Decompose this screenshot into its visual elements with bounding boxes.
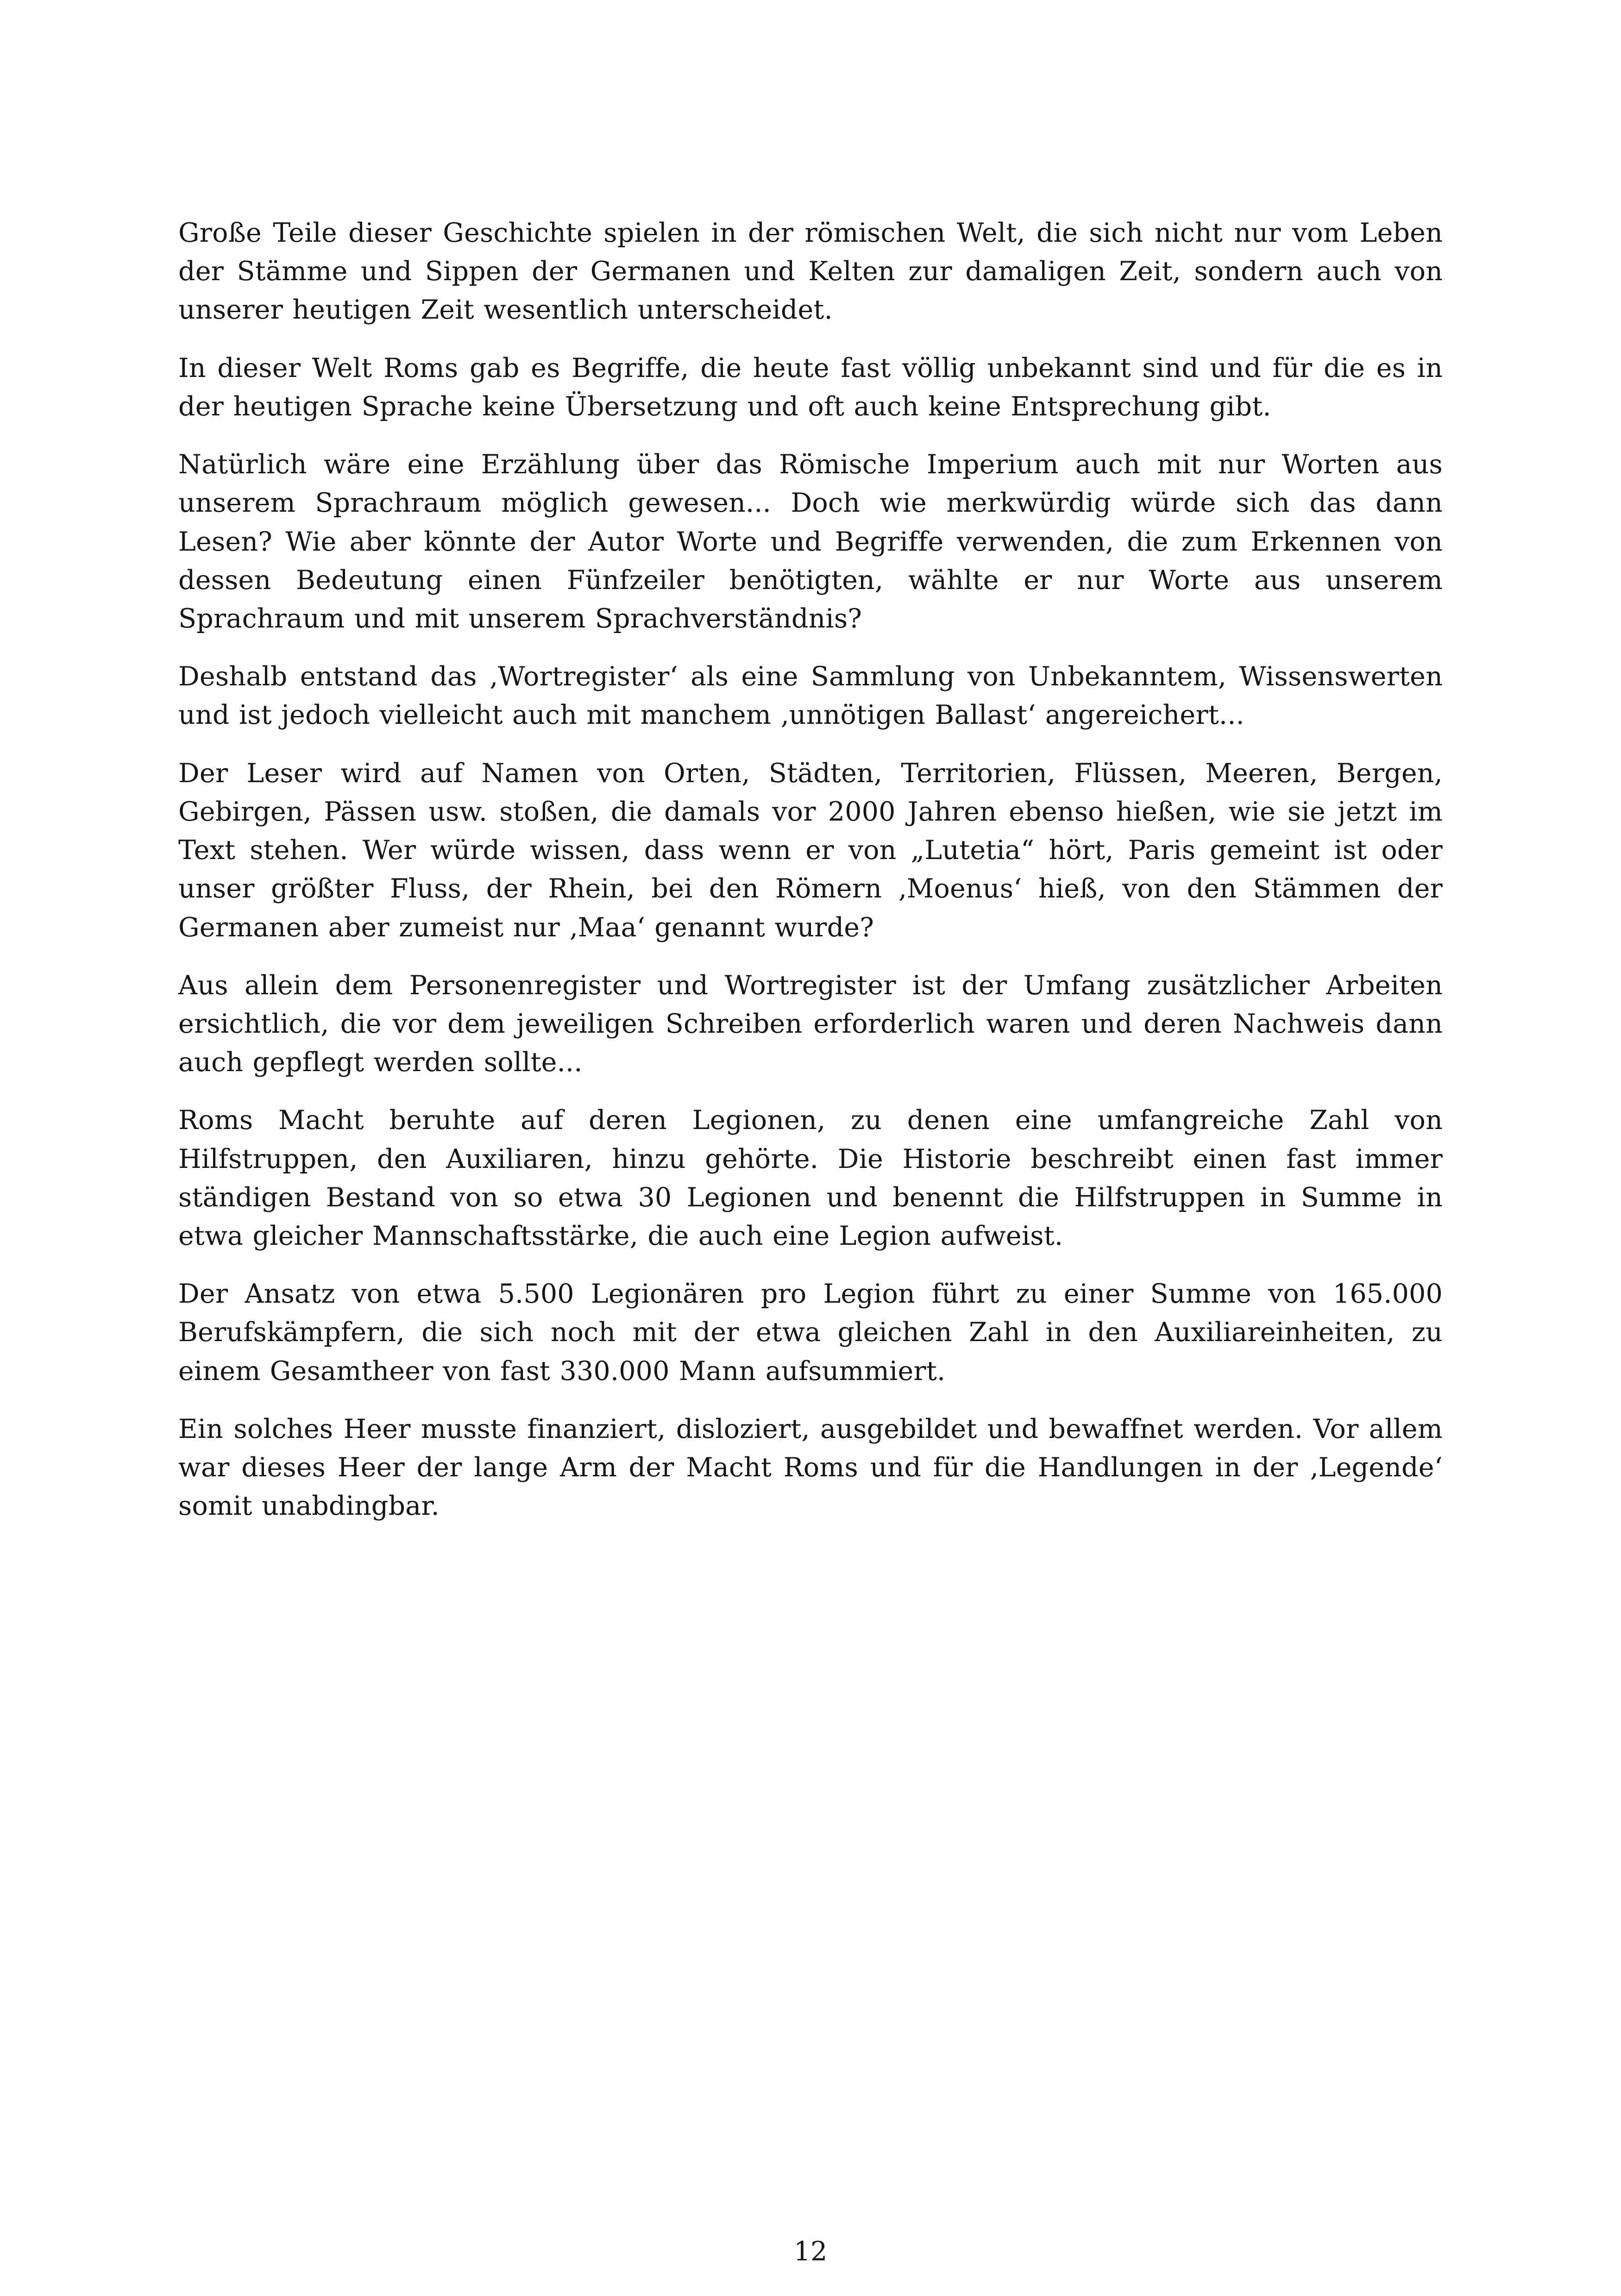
paragraph: Roms Macht beruhte auf deren Legionen, zu denen eine umfangreiche Zahl von Hilfstruppen, den Auxiliaren, hinzu gehörte. Die Historie beschreibt einen fast immer ständigen Bestand von so etwa 30 Legionen und benennt die Hilfstruppen in Summe in etwa gleicher Mannschaftsstärke, die auch eine Legion aufweist. [178, 1105, 1443, 1252]
paragraph: Der Leser wird auf Namen von Orten, Städten, Territorien, Flüssen, Meeren, Bergen, Gebirgen, Pässen usw. stoßen, die damals vor 2000 Jahren ebenso hießen, wie sie jetzt im Text stehen. Wer würde wissen, dass wenn er von „Lutetia“ hört, Paris gemeint ist oder unser größter Fluss, der Rhein, bei den Römern ‚Moenus‘ hieß, von den Stämmen der Germanen aber zumeist nur ‚Maa‘ genannt wurde? [178, 758, 1443, 943]
paragraph: Aus allein dem Personenregister und Wortregister ist der Umfang zusätzlicher Arbeiten ersichtlich, die vor dem jeweiligen Schreiben erforderlich waren und deren Nachweis dann auch gepflegt werden sollte... [178, 970, 1443, 1078]
paragraph: Natürlich wäre eine Erzählung über das Römische Imperium auch mit nur Worten aus unserem Sprachraum möglich gewesen... Doch wie merkwürdig würde sich das dann Lesen? Wie aber könnte der Autor Worte und Begriffe verwenden, die zum Erkennen von dessen Bedeutung einen Fünfzeiler benötigten, wählte er nur Worte aus unserem Sprachraum und mit unserem Sprachverständnis? [178, 449, 1443, 634]
paragraph: Große Teile dieser Geschichte spielen in der römischen Welt, die sich nicht nur vom Leben der Stämme und Sippen der Germanen und Kelten zur damaligen Zeit, sondern auch von unserer heutigen Zeit wesentlich unterscheidet. [178, 218, 1443, 326]
paragraph: Ein solches Heer musste finanziert, disloziert, ausgebildet und bewaffnet werden. Vor allem war dieses Heer der lange Arm der Macht Roms und für die Handlungen in der ‚Legende‘ somit unabdingbar. [178, 1413, 1443, 1522]
paragraph: In dieser Welt Roms gab es Begriffe, die heute fast völlig unbekannt sind und für die es in der heutigen Sprache keine Übersetzung und oft auch keine Entsprechung gibt. [178, 352, 1443, 422]
page-content [178, 214, 1443, 1545]
paragraph: Der Ansatz von etwa 5.500 Legionären pro Legion führt zu einer Summe von 165.000 Berufskämpfern, die sich noch mit der etwa gleichen Zahl in den Auxiliareinheiten, zu einem Gesamtheer von fast 330.000 Mann aufsummiert. [178, 1279, 1443, 1386]
paragraph: Deshalb entstand das ‚Wortregister‘ als eine Sammlung von Unbekanntem, Wissenswerten und ist jedoch vielleicht auch mit manchem ‚unnötigen Ballast‘ angereichert... [178, 661, 1443, 731]
page-number: 12 [793, 2236, 828, 2267]
